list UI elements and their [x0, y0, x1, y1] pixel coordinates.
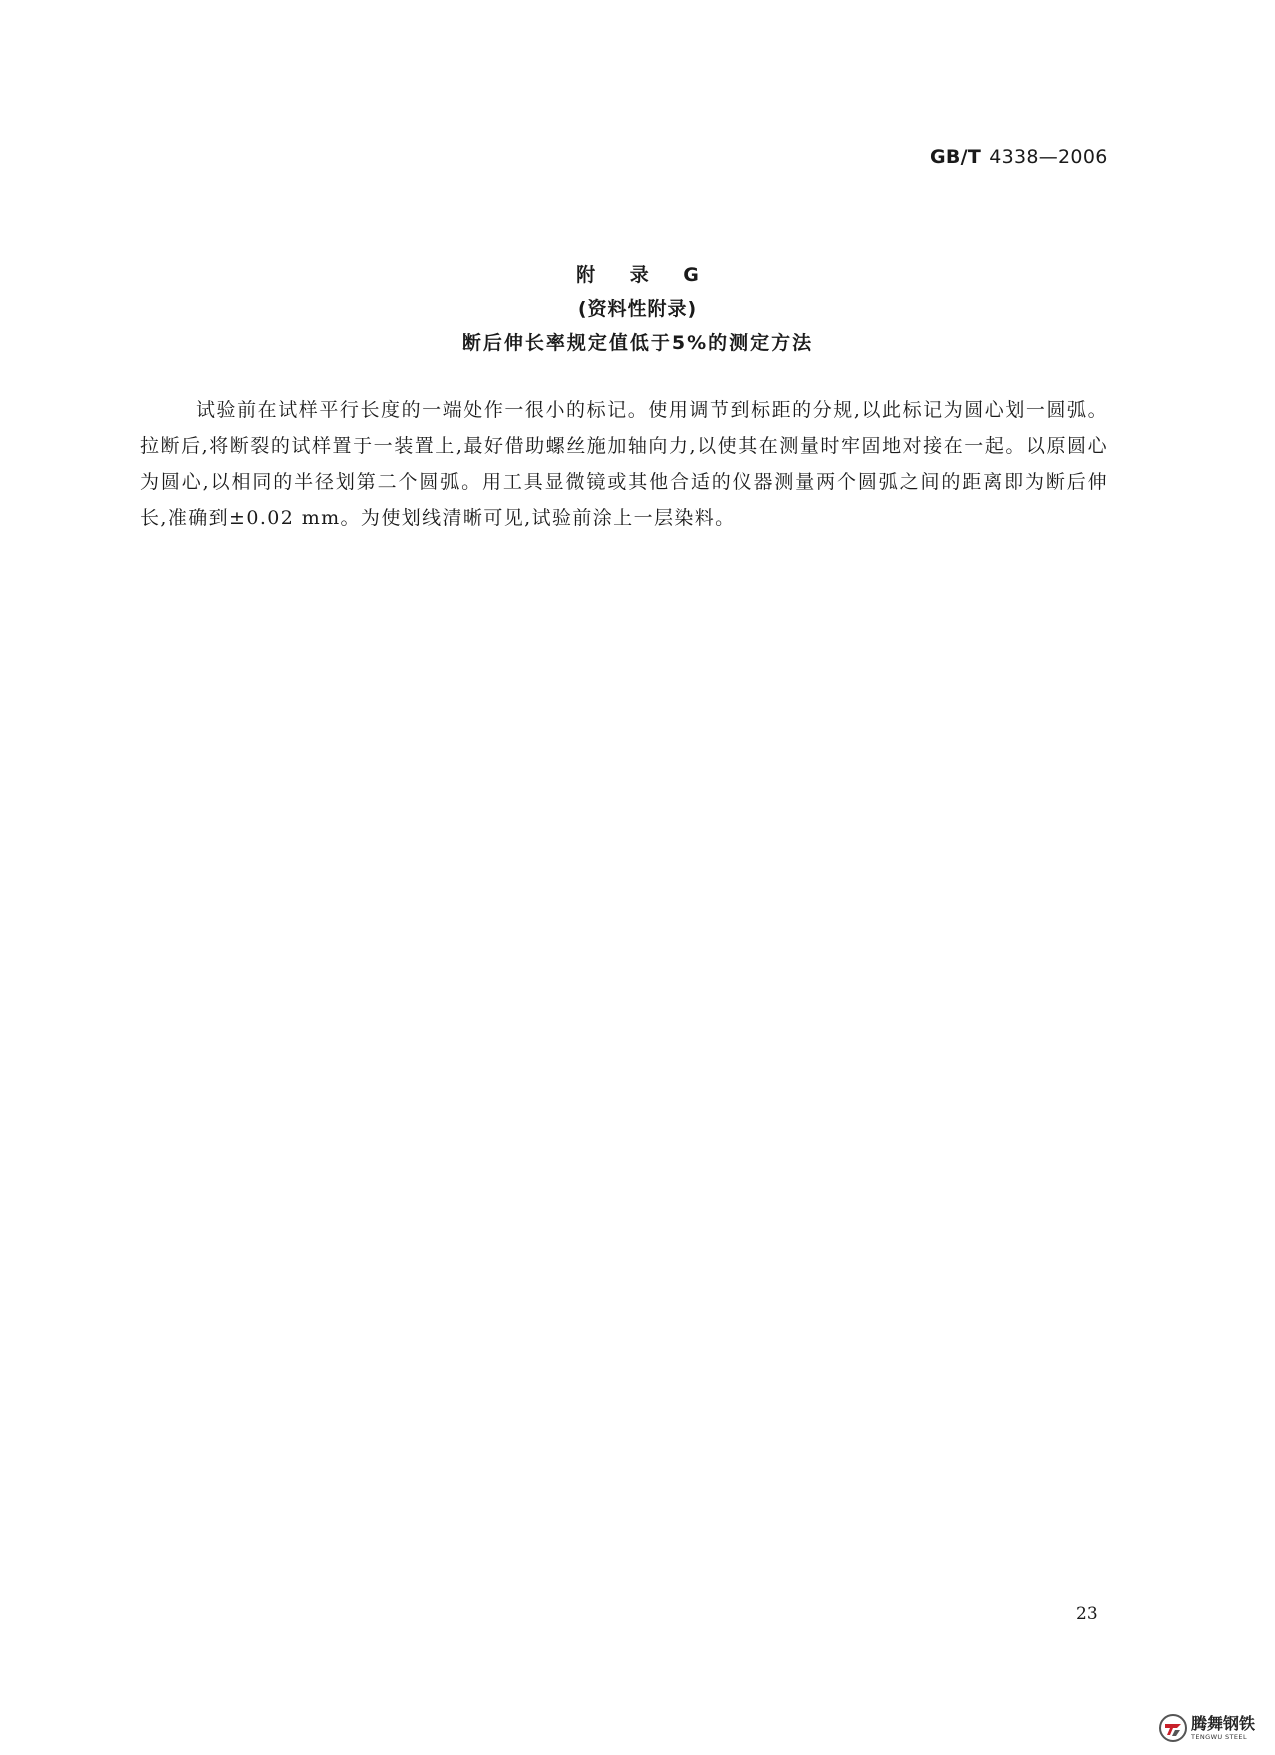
brand-text [1191, 1713, 1256, 1741]
annex-title: 附 录 G [576, 264, 713, 286]
brand-name: 腾舞钢铁 [1191, 1713, 1256, 1733]
brand-subtitle: TENGWU STEEL [1191, 1732, 1247, 1741]
standard-code [930, 146, 1108, 168]
page-number: 23 [1076, 1604, 1098, 1624]
annex-name: 断后伸长率规定值低于5%的测定方法 [461, 332, 814, 354]
body-paragraph: 试验前在试样平行长度的一端处作一很小的标记。使用调节到标距的分规,以此标记为圆心划一圆弧。拉断后,将断裂的试样置于一装置上,最好借助螺丝施加轴向力,以使其在测量时牢固地对接在一起。以原圆心为圆心,以相同的半径划第二个圆弧。用工具显微镜或其他合适的仪器测量两个圆弧之间的距离即为断后伸长,准确到±0.02 mm。为使划线清晰可见,试验前涂上一层染料。 [140, 399, 1108, 529]
brand-watermark [1158, 1708, 1270, 1748]
tengwu-steel-logo-icon [1158, 1713, 1188, 1743]
standard-prefix: GB/T [930, 146, 982, 168]
standard-number: 4338—2006 [989, 146, 1108, 168]
annex-type: (资料性附录) [577, 298, 698, 320]
annex-heading [0, 258, 1275, 360]
